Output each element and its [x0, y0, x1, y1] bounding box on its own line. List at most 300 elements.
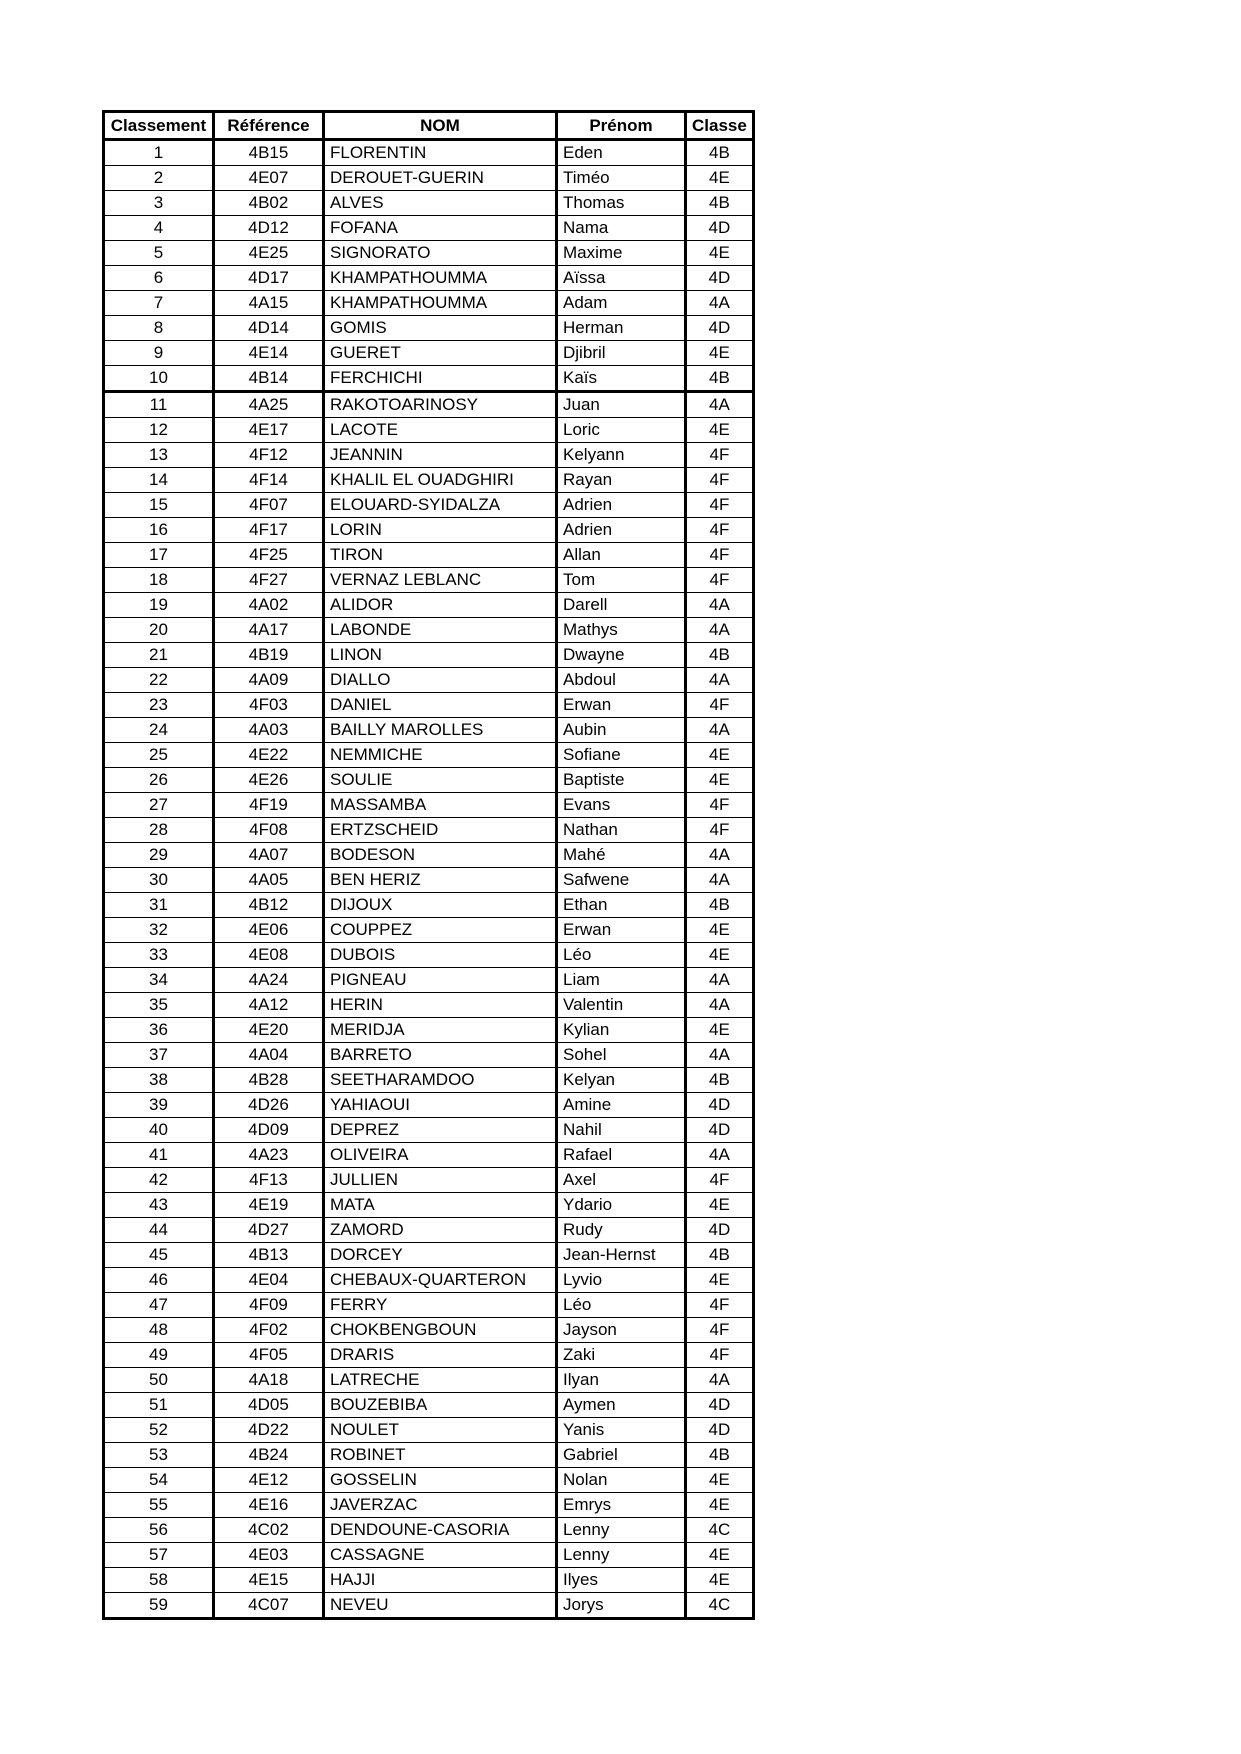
cell-classe: 4D: [686, 1218, 754, 1243]
table-row: [104, 593, 754, 618]
cell-prenom: Juan: [557, 392, 686, 418]
cell-reference: 4E08: [214, 943, 324, 968]
table-row: [104, 1193, 754, 1218]
cell-reference: 4A18: [214, 1368, 324, 1393]
cell-prenom: Léo: [557, 943, 686, 968]
table-row: [104, 1293, 754, 1318]
table-body: [104, 140, 754, 1619]
cell-classe: 4A: [686, 993, 754, 1018]
cell-prenom: Rafael: [557, 1143, 686, 1168]
cell-nom: KHALIL EL OUADGHIRI: [324, 468, 557, 493]
cell-reference: 4F25: [214, 543, 324, 568]
cell-classe: 4F: [686, 543, 754, 568]
cell-prenom: Rudy: [557, 1218, 686, 1243]
cell-classement: 58: [104, 1568, 214, 1593]
cell-classe: 4F: [686, 1343, 754, 1368]
cell-reference: 4C07: [214, 1593, 324, 1619]
cell-prenom: Dwayne: [557, 643, 686, 668]
cell-classement: 54: [104, 1468, 214, 1493]
cell-classe: 4E: [686, 1543, 754, 1568]
cell-reference: 4D17: [214, 266, 324, 291]
cell-classe: 4D: [686, 1393, 754, 1418]
ranking-table: [102, 110, 755, 1620]
cell-prenom: Lyvio: [557, 1268, 686, 1293]
table-row: [104, 893, 754, 918]
cell-nom: COUPPEZ: [324, 918, 557, 943]
cell-reference: 4A17: [214, 618, 324, 643]
cell-classement: 2: [104, 166, 214, 191]
cell-reference: 4A09: [214, 668, 324, 693]
cell-classe: 4F: [686, 1168, 754, 1193]
cell-reference: 4F07: [214, 493, 324, 518]
table-row: [104, 468, 754, 493]
cell-classement: 44: [104, 1218, 214, 1243]
table-row: [104, 291, 754, 316]
cell-classe: 4F: [686, 518, 754, 543]
cell-nom: DEROUET-GUERIN: [324, 166, 557, 191]
cell-reference: 4E06: [214, 918, 324, 943]
cell-classe: 4D: [686, 1093, 754, 1118]
cell-reference: 4F09: [214, 1293, 324, 1318]
header-classe: Classe: [686, 112, 754, 140]
table-row: [104, 718, 754, 743]
cell-classe: 4B: [686, 191, 754, 216]
cell-classement: 41: [104, 1143, 214, 1168]
cell-classe: 4A: [686, 843, 754, 868]
cell-nom: JAVERZAC: [324, 1493, 557, 1518]
cell-nom: DUBOIS: [324, 943, 557, 968]
cell-classe: 4F: [686, 1293, 754, 1318]
cell-classement: 32: [104, 918, 214, 943]
cell-classement: 23: [104, 693, 214, 718]
cell-prenom: Maxime: [557, 241, 686, 266]
table-row: [104, 316, 754, 341]
cell-prenom: Rayan: [557, 468, 686, 493]
table-row: [104, 1368, 754, 1393]
cell-classement: 21: [104, 643, 214, 668]
cell-nom: DORCEY: [324, 1243, 557, 1268]
cell-reference: 4D27: [214, 1218, 324, 1243]
cell-prenom: Emrys: [557, 1493, 686, 1518]
cell-reference: 4F03: [214, 693, 324, 718]
cell-reference: 4A25: [214, 392, 324, 418]
cell-classement: 56: [104, 1518, 214, 1543]
cell-classe: 4E: [686, 1493, 754, 1518]
cell-reference: 4A23: [214, 1143, 324, 1168]
table-row: [104, 1493, 754, 1518]
cell-classement: 4: [104, 216, 214, 241]
table-row: [104, 1218, 754, 1243]
cell-classement: 51: [104, 1393, 214, 1418]
cell-prenom: Nathan: [557, 818, 686, 843]
cell-classe: 4C: [686, 1593, 754, 1619]
table-row: [104, 843, 754, 868]
cell-classement: 13: [104, 443, 214, 468]
cell-prenom: Baptiste: [557, 768, 686, 793]
cell-classement: 15: [104, 493, 214, 518]
cell-nom: SIGNORATO: [324, 241, 557, 266]
cell-classement: 31: [104, 893, 214, 918]
table-row: [104, 341, 754, 366]
cell-reference: 4A03: [214, 718, 324, 743]
cell-classe: 4F: [686, 568, 754, 593]
cell-reference: 4A24: [214, 968, 324, 993]
cell-classement: 52: [104, 1418, 214, 1443]
cell-classe: 4E: [686, 1468, 754, 1493]
cell-prenom: Mathys: [557, 618, 686, 643]
cell-classe: 4A: [686, 1368, 754, 1393]
cell-classement: 46: [104, 1268, 214, 1293]
cell-classe: 4E: [686, 1568, 754, 1593]
cell-classement: 8: [104, 316, 214, 341]
cell-prenom: Axel: [557, 1168, 686, 1193]
cell-classement: 14: [104, 468, 214, 493]
table-row: [104, 993, 754, 1018]
cell-prenom: Adrien: [557, 493, 686, 518]
cell-reference: 4A12: [214, 993, 324, 1018]
cell-nom: SEETHARAMDOO: [324, 1068, 557, 1093]
cell-classement: 3: [104, 191, 214, 216]
table-row: [104, 693, 754, 718]
table-row: [104, 1093, 754, 1118]
table-row: [104, 668, 754, 693]
table-row: [104, 793, 754, 818]
cell-prenom: Erwan: [557, 693, 686, 718]
cell-nom: SOULIE: [324, 768, 557, 793]
cell-prenom: Zaki: [557, 1343, 686, 1368]
table-row: [104, 743, 754, 768]
cell-reference: 4F05: [214, 1343, 324, 1368]
cell-reference: 4E15: [214, 1568, 324, 1593]
cell-prenom: Léo: [557, 1293, 686, 1318]
cell-classe: 4E: [686, 418, 754, 443]
cell-classement: 30: [104, 868, 214, 893]
cell-prenom: Valentin: [557, 993, 686, 1018]
cell-prenom: Loric: [557, 418, 686, 443]
table-row: [104, 618, 754, 643]
cell-nom: VERNAZ LEBLANC: [324, 568, 557, 593]
cell-classement: 19: [104, 593, 214, 618]
cell-reference: 4D12: [214, 216, 324, 241]
cell-prenom: Ilyan: [557, 1368, 686, 1393]
table-row: [104, 443, 754, 468]
table-row: [104, 266, 754, 291]
cell-reference: 4F17: [214, 518, 324, 543]
cell-classement: 38: [104, 1068, 214, 1093]
cell-prenom: Nama: [557, 216, 686, 241]
cell-classement: 55: [104, 1493, 214, 1518]
cell-classement: 6: [104, 266, 214, 291]
cell-prenom: Nahil: [557, 1118, 686, 1143]
cell-reference: 4B13: [214, 1243, 324, 1268]
cell-prenom: Adam: [557, 291, 686, 316]
table-row: [104, 1168, 754, 1193]
cell-nom: DEPREZ: [324, 1118, 557, 1143]
cell-nom: DIALLO: [324, 668, 557, 693]
cell-reference: 4E22: [214, 743, 324, 768]
cell-nom: ROBINET: [324, 1443, 557, 1468]
cell-prenom: Kelyan: [557, 1068, 686, 1093]
cell-classement: 9: [104, 341, 214, 366]
cell-classe: 4A: [686, 618, 754, 643]
cell-nom: LACOTE: [324, 418, 557, 443]
cell-classe: 4B: [686, 140, 754, 166]
cell-prenom: Allan: [557, 543, 686, 568]
cell-nom: KHAMPATHOUMMA: [324, 266, 557, 291]
cell-nom: CHOKBENGBOUN: [324, 1318, 557, 1343]
cell-reference: 4B19: [214, 643, 324, 668]
cell-classement: 24: [104, 718, 214, 743]
cell-reference: 4F13: [214, 1168, 324, 1193]
cell-classement: 40: [104, 1118, 214, 1143]
header-reference: Référence: [214, 112, 324, 140]
cell-classe: 4D: [686, 1418, 754, 1443]
cell-prenom: Mahé: [557, 843, 686, 868]
cell-reference: 4A07: [214, 843, 324, 868]
cell-classe: 4F: [686, 818, 754, 843]
table-row: [104, 241, 754, 266]
cell-prenom: Sohel: [557, 1043, 686, 1068]
cell-classe: 4E: [686, 743, 754, 768]
table-header: [104, 112, 754, 140]
cell-reference: 4D05: [214, 1393, 324, 1418]
cell-classement: 20: [104, 618, 214, 643]
cell-classement: 7: [104, 291, 214, 316]
header-prenom: Prénom: [557, 112, 686, 140]
table-row: [104, 968, 754, 993]
cell-reference: 4A05: [214, 868, 324, 893]
cell-classe: 4B: [686, 643, 754, 668]
cell-classe: 4A: [686, 718, 754, 743]
cell-prenom: Djibril: [557, 341, 686, 366]
cell-classement: 1: [104, 140, 214, 166]
cell-classe: 4B: [686, 1443, 754, 1468]
cell-classe: 4D: [686, 316, 754, 341]
cell-reference: 4A15: [214, 291, 324, 316]
table-row: [104, 166, 754, 191]
cell-nom: DIJOUX: [324, 893, 557, 918]
table-row: [104, 216, 754, 241]
cell-nom: FLORENTIN: [324, 140, 557, 166]
cell-prenom: Ethan: [557, 893, 686, 918]
cell-classe: 4E: [686, 768, 754, 793]
table-row: [104, 1568, 754, 1593]
cell-classement: 33: [104, 943, 214, 968]
cell-nom: BODESON: [324, 843, 557, 868]
table-row: [104, 868, 754, 893]
table-row: [104, 818, 754, 843]
cell-reference: 4D09: [214, 1118, 324, 1143]
cell-classement: 43: [104, 1193, 214, 1218]
cell-classe: 4E: [686, 166, 754, 191]
cell-classe: 4D: [686, 1118, 754, 1143]
cell-reference: 4E14: [214, 341, 324, 366]
cell-classement: 34: [104, 968, 214, 993]
cell-nom: KHAMPATHOUMMA: [324, 291, 557, 316]
table-row: [104, 191, 754, 216]
cell-classement: 59: [104, 1593, 214, 1619]
cell-prenom: Jayson: [557, 1318, 686, 1343]
cell-nom: FERRY: [324, 1293, 557, 1318]
cell-classe: 4F: [686, 693, 754, 718]
cell-classe: 4E: [686, 1268, 754, 1293]
cell-classement: 53: [104, 1443, 214, 1468]
cell-classe: 4A: [686, 1043, 754, 1068]
cell-prenom: Abdoul: [557, 668, 686, 693]
table-row: [104, 1468, 754, 1493]
cell-classement: 39: [104, 1093, 214, 1118]
table-row: [104, 366, 754, 392]
cell-classe: 4F: [686, 493, 754, 518]
cell-reference: 4E25: [214, 241, 324, 266]
cell-nom: ALIDOR: [324, 593, 557, 618]
cell-prenom: Darell: [557, 593, 686, 618]
cell-classement: 25: [104, 743, 214, 768]
cell-nom: MERIDJA: [324, 1018, 557, 1043]
table-row: [104, 1068, 754, 1093]
cell-prenom: Thomas: [557, 191, 686, 216]
cell-nom: NOULET: [324, 1418, 557, 1443]
cell-nom: ERTZSCHEID: [324, 818, 557, 843]
cell-classement: 16: [104, 518, 214, 543]
cell-classe: 4D: [686, 216, 754, 241]
cell-prenom: Nolan: [557, 1468, 686, 1493]
cell-nom: HAJJI: [324, 1568, 557, 1593]
cell-classe: 4E: [686, 918, 754, 943]
cell-reference: 4D22: [214, 1418, 324, 1443]
cell-prenom: Aïssa: [557, 266, 686, 291]
table-row: [104, 768, 754, 793]
cell-reference: 4E12: [214, 1468, 324, 1493]
cell-prenom: Amine: [557, 1093, 686, 1118]
header-classement: Classement: [104, 112, 214, 140]
cell-classement: 29: [104, 843, 214, 868]
cell-classe: 4F: [686, 468, 754, 493]
cell-classement: 5: [104, 241, 214, 266]
cell-nom: JULLIEN: [324, 1168, 557, 1193]
cell-nom: MASSAMBA: [324, 793, 557, 818]
cell-reference: 4D26: [214, 1093, 324, 1118]
cell-classe: 4F: [686, 793, 754, 818]
table-row: [104, 1543, 754, 1568]
cell-classe: 4E: [686, 943, 754, 968]
cell-prenom: Evans: [557, 793, 686, 818]
cell-nom: DANIEL: [324, 693, 557, 718]
cell-prenom: Kylian: [557, 1018, 686, 1043]
cell-classement: 18: [104, 568, 214, 593]
cell-reference: 4F27: [214, 568, 324, 593]
cell-classement: 50: [104, 1368, 214, 1393]
cell-nom: DRARIS: [324, 1343, 557, 1368]
table-row: [104, 1593, 754, 1619]
cell-nom: LINON: [324, 643, 557, 668]
table-row: [104, 493, 754, 518]
cell-prenom: Kaïs: [557, 366, 686, 392]
cell-classement: 10: [104, 366, 214, 392]
cell-classe: 4E: [686, 341, 754, 366]
cell-nom: JEANNIN: [324, 443, 557, 468]
cell-classement: 47: [104, 1293, 214, 1318]
cell-classe: 4F: [686, 443, 754, 468]
cell-reference: 4B02: [214, 191, 324, 216]
cell-reference: 4B12: [214, 893, 324, 918]
cell-nom: BARRETO: [324, 1043, 557, 1068]
cell-prenom: Jorys: [557, 1593, 686, 1619]
cell-nom: CASSAGNE: [324, 1543, 557, 1568]
cell-prenom: Sofiane: [557, 743, 686, 768]
cell-classe: 4C: [686, 1518, 754, 1543]
header-row: [104, 112, 754, 140]
cell-prenom: Adrien: [557, 518, 686, 543]
cell-classe: 4B: [686, 893, 754, 918]
cell-reference: 4E20: [214, 1018, 324, 1043]
cell-nom: DENDOUNE-CASORIA: [324, 1518, 557, 1543]
table-row: [104, 1343, 754, 1368]
table-row: [104, 1118, 754, 1143]
cell-classement: 36: [104, 1018, 214, 1043]
cell-nom: LATRECHE: [324, 1368, 557, 1393]
cell-nom: FERCHICHI: [324, 366, 557, 392]
cell-nom: CHEBAUX-QUARTERON: [324, 1268, 557, 1293]
cell-reference: 4E03: [214, 1543, 324, 1568]
cell-prenom: Tom: [557, 568, 686, 593]
cell-classement: 42: [104, 1168, 214, 1193]
cell-classe: 4B: [686, 366, 754, 392]
cell-reference: 4F08: [214, 818, 324, 843]
cell-prenom: Lenny: [557, 1543, 686, 1568]
cell-nom: FOFANA: [324, 216, 557, 241]
cell-classement: 57: [104, 1543, 214, 1568]
table-row: [104, 1518, 754, 1543]
cell-nom: YAHIAOUI: [324, 1093, 557, 1118]
cell-prenom: Ydario: [557, 1193, 686, 1218]
cell-classement: 35: [104, 993, 214, 1018]
table-row: [104, 1393, 754, 1418]
cell-classement: 48: [104, 1318, 214, 1343]
cell-reference: 4F02: [214, 1318, 324, 1343]
cell-nom: GUERET: [324, 341, 557, 366]
cell-nom: ALVES: [324, 191, 557, 216]
cell-reference: 4E16: [214, 1493, 324, 1518]
cell-nom: MATA: [324, 1193, 557, 1218]
cell-prenom: Jean-Hernst: [557, 1243, 686, 1268]
cell-prenom: Eden: [557, 140, 686, 166]
cell-prenom: Aymen: [557, 1393, 686, 1418]
cell-classe: 4D: [686, 266, 754, 291]
cell-nom: TIRON: [324, 543, 557, 568]
cell-nom: ZAMORD: [324, 1218, 557, 1243]
cell-nom: GOMIS: [324, 316, 557, 341]
table-row: [104, 1268, 754, 1293]
cell-classement: 45: [104, 1243, 214, 1268]
cell-reference: 4B28: [214, 1068, 324, 1093]
cell-classe: 4E: [686, 1193, 754, 1218]
table-row: [104, 392, 754, 418]
cell-classe: 4E: [686, 1018, 754, 1043]
table-row: [104, 518, 754, 543]
cell-reference: 4B24: [214, 1443, 324, 1468]
cell-prenom: Erwan: [557, 918, 686, 943]
cell-classe: 4B: [686, 1243, 754, 1268]
cell-reference: 4E04: [214, 1268, 324, 1293]
table-row: [104, 140, 754, 166]
cell-reference: 4E17: [214, 418, 324, 443]
cell-reference: 4E26: [214, 768, 324, 793]
header-nom: NOM: [324, 112, 557, 140]
cell-reference: 4B14: [214, 366, 324, 392]
cell-classement: 28: [104, 818, 214, 843]
cell-prenom: Gabriel: [557, 1443, 686, 1468]
